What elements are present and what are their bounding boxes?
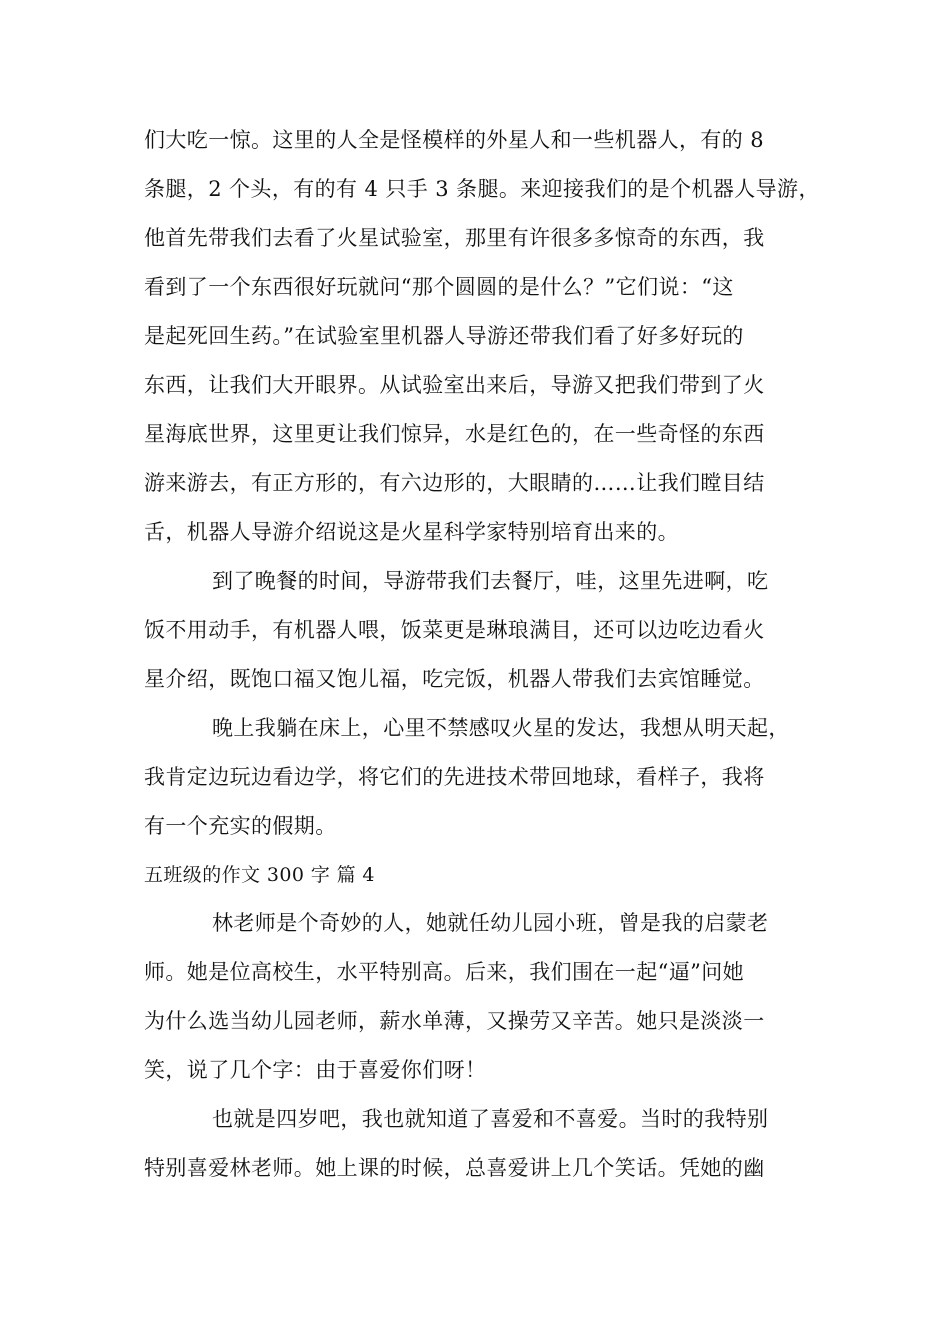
paragraph-5 [144, 1107, 824, 1181]
text-line: 们大吃一惊。这里的人全是怪模样的外星人和一些机器人，有的 8 [144, 128, 765, 152]
text-line: 星介绍，既饱口福又饱儿福，吃完饭，机器人带我们去宾馆睡觉。 [144, 667, 765, 691]
text-line: 特别喜爱林老师。她上课的时候，总喜爱讲上几个笑话。凭她的幽 [144, 1156, 765, 1180]
section-heading: 五班级的作文 300 字 篇 4 [144, 864, 375, 886]
paragraph-3 [144, 716, 824, 839]
text-line: 晚上我躺在床上，心里不禁感叹火星的发达，我想从明天起， [212, 716, 790, 740]
text-line: 游来游去，有正方形的，有六边形的，大眼睛的……让我们瞠目结 [144, 471, 765, 495]
paragraph-1 [144, 128, 824, 545]
text-line: 林老师是个奇妙的人，她就任幼儿园小班，曾是我的启蒙老 [212, 911, 769, 935]
text-line: 为什么选当幼儿园老师，薪水单薄，又操劳又辛苦。她只是淡淡一 [144, 1009, 765, 1033]
text-line: 星海底世界，这里更让我们惊异，水是红色的，在一些奇怪的东西 [144, 422, 765, 446]
text-line: 师。她是位高校生，水平特别高。后来，我们围在一起“逼”问她 [144, 960, 745, 984]
paragraph-4 [144, 911, 824, 1083]
document-page [144, 128, 824, 1205]
text-line: 看到了一个东西很好玩就问“那个圆圆的是什么？”它们说：“这 [144, 275, 734, 299]
text-line: 舌，机器人导游介绍说这是火星科学家特别培育出来的。 [144, 520, 679, 544]
text-line: 饭不用动手，有机器人喂，饭菜更是琳琅满目，还可以边吃边看火 [144, 618, 765, 642]
paragraph-2 [144, 569, 824, 692]
text-line: 条腿，2 个头，有的有 4 只手 3 条腿。来迎接我们的是个机器人导游， [144, 177, 820, 201]
text-line: 有一个充实的假期。 [144, 814, 337, 838]
text-line: 笑，说了几个字：由于喜爱你们呀！ [144, 1058, 487, 1082]
text-line: 也就是四岁吧，我也就知道了喜爱和不喜爱。当时的我特别 [212, 1107, 769, 1131]
text-line: 我肯定边玩边看边学，将它们的先进技术带回地球，看样子，我将 [144, 765, 765, 789]
text-line: 是起死回生药。”在试验室里机器人导游还带我们看了好多好玩的 [144, 324, 744, 348]
text-line: 到了晚餐的时间，导游带我们去餐厅，哇，这里先进啊，吃 [212, 569, 769, 593]
text-line: 东西，让我们大开眼界。从试验室出来后，导游又把我们带到了火 [144, 373, 765, 397]
text-line: 他首先带我们去看了火星试验室，那里有许很多多惊奇的东西，我 [144, 226, 765, 250]
